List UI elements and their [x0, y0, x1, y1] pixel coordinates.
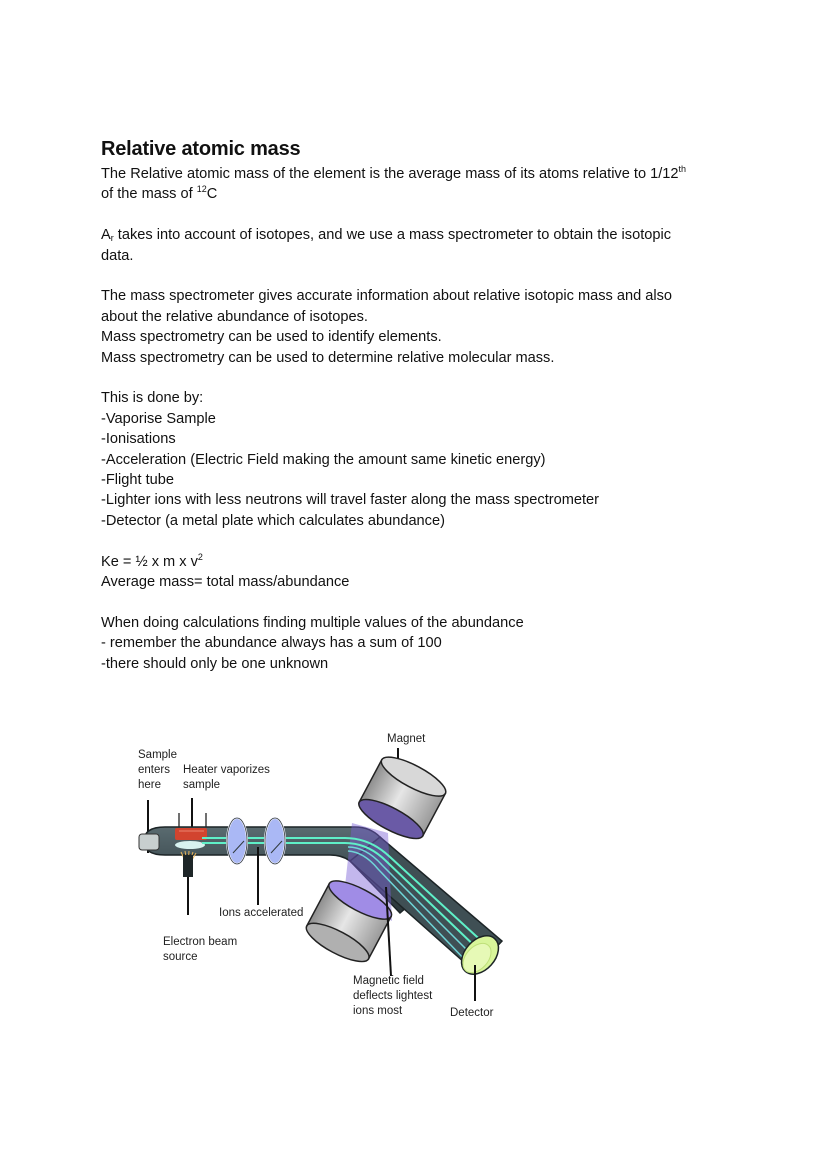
calculation-note: When doing calculations finding multiple values of the abundance	[101, 614, 524, 631]
label-magnet: Magnet	[387, 733, 426, 745]
spectrometer-line: Mass spectrometry can be used to determine relative molecular mass.	[101, 349, 555, 366]
mass-spectrometer-diagram	[130, 725, 520, 1035]
calculation-note: - remember the abundance always has a sum of 100	[101, 635, 442, 652]
document-page	[101, 137, 741, 674]
label-magnetic-field: Magnetic field deflects lightest ions most	[353, 975, 433, 1017]
label-sample-enters: Sample enters here	[138, 749, 177, 791]
process-step: -Flight tube	[101, 472, 175, 489]
ar-paragraph-line-2: data.	[101, 247, 134, 264]
spectrometer-line: The mass spectrometer gives accurate information about relative isotopic mass and also	[101, 288, 673, 305]
label-heater: Heater vaporizes sample	[183, 764, 270, 791]
average-mass-formula: Average mass= total mass/abundance	[101, 574, 350, 591]
process-step: -Ionisations	[101, 431, 176, 448]
definition-line-1: The Relative atomic mass of the element is the average mass of its atoms relative to 1/12th	[101, 164, 687, 182]
page-title: Relative atomic mass	[101, 138, 301, 160]
process-step: -Acceleration (Electric Field making the amount same kinetic energy)	[101, 451, 546, 468]
label-ions-accelerated: Ions accelerated	[219, 907, 304, 919]
process-intro: This is done by:	[101, 390, 204, 407]
process-step: -Lighter ions with less neutrons will travel faster along the mass spectrometer	[101, 492, 600, 509]
definition-line-2: of the mass of $^{12}$C	[101, 184, 218, 203]
spectrometer-line: about the relative abundance of isotopes.	[101, 308, 368, 325]
label-electron-beam: Electron beam source	[163, 936, 238, 963]
process-step: -Vaporise Sample	[101, 410, 216, 427]
calculation-note: -there should only be one unknown	[101, 655, 329, 672]
kinetic-energy-formula: Ke = ½ x m x $v^2$	[101, 551, 203, 570]
spectrometer-line: Mass spectrometry can be used to identify elements.	[101, 329, 442, 346]
label-detector: Detector	[450, 1007, 494, 1019]
ar-paragraph-line-1: $A_r$ takes into account of isotopes, and we use a mass spectrometer to obtain the isotopic	[101, 227, 672, 244]
process-step: -Detector (a metal plate which calculates abundance)	[101, 512, 445, 529]
